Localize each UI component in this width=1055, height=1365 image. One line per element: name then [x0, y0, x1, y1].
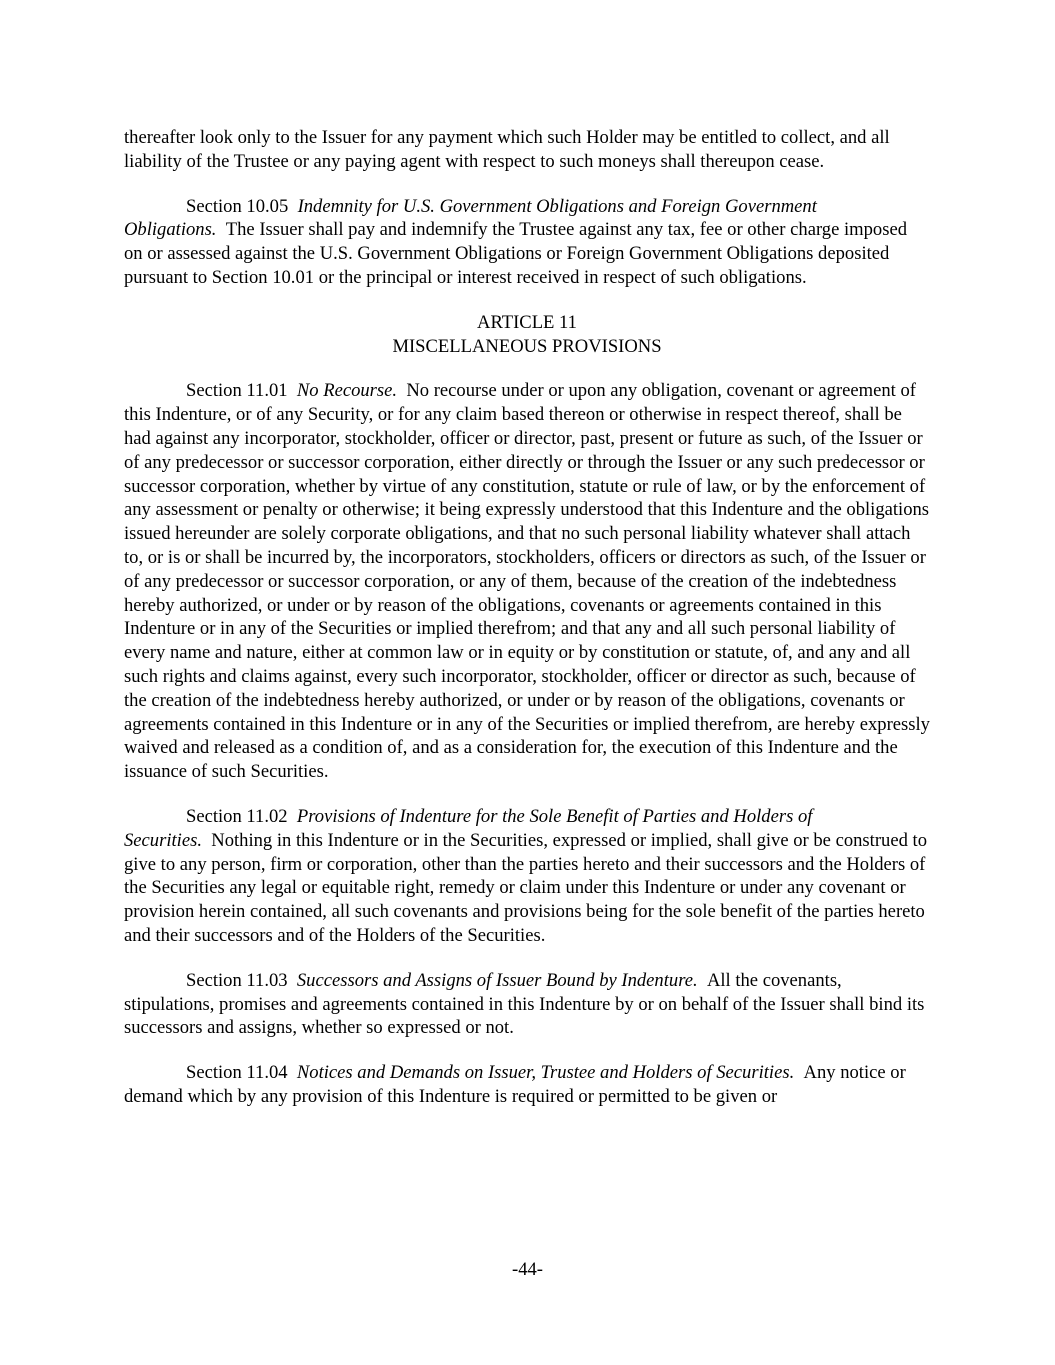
article-title: MISCELLANEOUS PROVISIONS: [392, 335, 662, 357]
page-number: -44-: [512, 1259, 543, 1280]
section-body: No recourse under or upon any obligation, covenant or agreement of this Indenture, or of any Security, or for any claim based thereon or otherwise in respect thereof, shall be had against any incorporator, stockholder, officer or director, past, present or future as such, of the Issuer or of any predecessor or successor corporation, either directly or through the Issuer or any such predecessor or successor corporation, whether by virtue of any constitution, statute or rule of law, or by the enforcement of any assessment or penalty or otherwise; it being expressly understood that this Indenture and the obligations issued hereunder are solely corporate obligations, and that no such personal liability whatever shall attach to, or is or shall be incurred by, the incorporators, stockholders, officers or directors as such, of the Issuer or of any predecessor or successor corporation, or any of them, because of the creation of the indebtedness hereby authorized, or under or by reason of the obligations, covenants or agreements contained in this Indenture or in any of the Securities or implied therefrom; and that any and all such personal liability of every name and nature, either at common law or in equity or by constitution or statute, of, and any and all such rights and claims against, every such incorporator, stockholder, officer or director as such, because of the creation of the indebtedness hereby authorized, or under or by reason of the obligations, covenants or agreements contained in this Indenture or in any of the Securities or implied therefrom, are hereby expressly waived and released as a condition of, and as a consideration for, the execution of this Indenture and the issuance of such Securities.: [124, 380, 930, 783]
section-11-02: [124, 805, 930, 948]
section-number: Section 11.02: [186, 805, 288, 827]
article-heading: [124, 311, 930, 359]
section-title: Provisions of Indenture for the Sole Benefit of Parties and Holders of Securities.: [124, 805, 813, 851]
section-11-03: [124, 969, 930, 1040]
section-body: Any notice or demand which by any provision of this Indenture is required or permitted to be given or: [124, 1062, 906, 1107]
section-number: Section 11.01: [186, 380, 288, 402]
section-title: Indemnity for U.S. Government Obligations and Foreign Government Obligations.: [124, 195, 817, 241]
section-body: Nothing in this Indenture or in the Securities, expressed or implied, shall give or be construed to give to any person, firm or corporation, other than the parties hereto and their successors and the Holders of the Securities any legal or equitable right, remedy or claim under this Indenture or under any covenant or provision herein contained, all such covenants and provisions being for the sole benefit of the parties hereto and their successors and of the Holders of the Securities.: [124, 829, 927, 946]
section-11-01: [124, 379, 930, 784]
section-number: Section 11.03: [186, 969, 288, 991]
section-title: Successors and Assigns of Issuer Bound by Indenture.: [296, 969, 698, 991]
article-number: ARTICLE 11: [477, 311, 577, 333]
section-number: Section 10.05: [186, 195, 289, 217]
continuation-paragraph: thereafter look only to the Issuer for any payment which such Holder may be entitled to collect, and all liability of the Trustee or any paying agent with respect to such moneys shall thereupon cease.: [124, 127, 890, 172]
section-title: Notices and Demands on Issuer, Trustee and Holders of Securities.: [296, 1062, 795, 1084]
section-10-05: [124, 195, 930, 290]
section-11-04: [124, 1061, 930, 1109]
document-page: [124, 126, 930, 1130]
section-title: No Recourse.: [296, 380, 398, 402]
section-body: The Issuer shall pay and indemnify the Trustee against any tax, fee or other charge imposed on or assessed against the U.S. Government Obligations or Foreign Government Obligations deposited pursuant to Section 10.01 or the principal or interest received in respect of such obligations.: [124, 219, 908, 288]
section-number: Section 11.04: [186, 1062, 288, 1084]
section-body: All the covenants, stipulations, promises and agreements contained in this Indenture by or on behalf of the Issuer shall bind its successors and assigns, whether so expressed or not.: [124, 969, 925, 1039]
